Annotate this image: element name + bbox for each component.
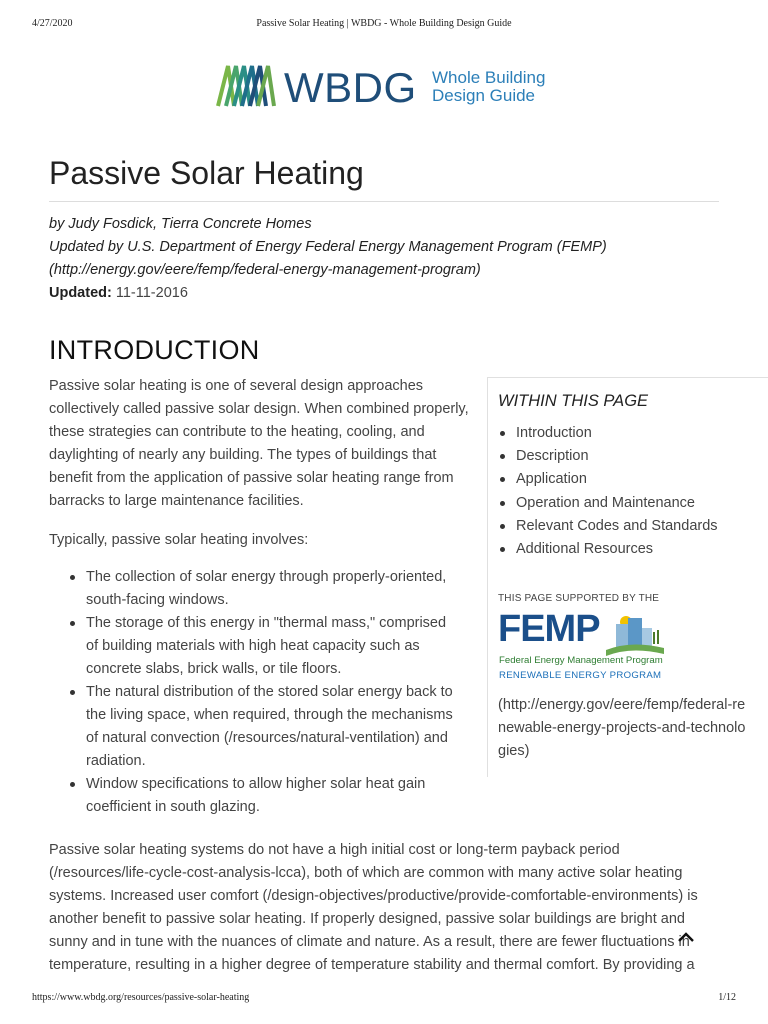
logo-wordmark: WBDG	[284, 64, 417, 111]
updated-date-line	[49, 282, 719, 305]
wbdg-logo[interactable]	[216, 58, 556, 116]
toc-list	[500, 422, 718, 561]
toc-item-description[interactable]: Description	[500, 445, 718, 468]
print-date: 4/27/2020	[32, 18, 73, 29]
femp-building-icon	[606, 610, 666, 656]
within-this-page-sidebar	[487, 377, 768, 777]
updated-by-link[interactable]: (http://energy.gov/eere/femp/federal-energy-management-program)	[49, 262, 481, 278]
list-item: The natural distribution of the stored solar energy back to the living space, when required, through the mechanisms of natural convection (/resources/natural-ventilation) and radiation.	[66, 681, 461, 773]
intro-paragraph-3: Passive solar heating systems do not have a high initial cost or long-term payback period (/resources/life-cycle-cost-analysis-lcca), both of which are common with many active solar heating systems. Increased user comfort (/design-objectives/productive/provide-comfortable-environments) is another benefit to passive solar heating. If properly designed, passive solar buildings are bright and sunny and in tune with the nuances of climate and nature. As a result, there are fewer fluctuations in temperature, resulting in a higher degree of temperature stability and thermal comfort. By providing a	[49, 842, 698, 973]
wbdg-logo-mark-icon	[216, 58, 282, 116]
femp-logo-subtitle: Federal Energy Management Program	[499, 655, 663, 666]
femp-link-text: (http://energy.gov/eere/femp/federal-renewable-energy-projects-and-technologies)	[498, 697, 746, 759]
toc-item-additional-resources[interactable]: Additional Resources	[500, 538, 718, 561]
logo-tagline-line1: Whole Building	[432, 68, 546, 87]
toc-item-application[interactable]: Application	[500, 468, 718, 491]
byline	[49, 213, 719, 305]
intro-paragraph-2: Typically, passive solar heating involves:	[49, 532, 309, 548]
sidebar-heading: WITHIN THIS PAGE	[498, 392, 649, 410]
toc-item-introduction[interactable]: Introduction	[500, 422, 718, 445]
logo-tagline	[432, 69, 545, 105]
updated-label: Updated:	[49, 285, 112, 301]
femp-logo-word: FEMP	[498, 608, 600, 650]
author-line: by Judy Fosdick, Tierra Concrete Homes	[49, 216, 312, 232]
print-header	[0, 18, 768, 32]
intro-paragraph-1: Passive solar heating is one of several design approaches collectively called passive solar design. When combined properly, these strategies can contribute to the heating, cooling, and daylighting of nearly any building. The types of buildings that benefit from the application of passive solar heating range from barracks to large maintenance facilities.	[49, 378, 469, 509]
list-item: Window specifications to allow higher solar heat gain coefficient in south glazing.	[66, 773, 461, 819]
page-number: 1/12	[718, 992, 736, 1003]
femp-logo-program: RENEWABLE ENERGY PROGRAM	[499, 670, 662, 681]
logo-tagline-line2: Design Guide	[432, 86, 536, 105]
print-footer	[0, 992, 768, 1006]
print-footer-url: https://www.wbdg.org/resources/passive-solar-heating	[32, 992, 250, 1003]
chevron-up-icon[interactable]	[676, 930, 696, 944]
list-item: The collection of solar energy through properly-oriented, south-facing windows.	[66, 566, 461, 612]
print-page-title: Passive Solar Heating | WBDG - Whole Building Design Guide	[256, 18, 512, 29]
passive-heating-list	[66, 566, 461, 819]
femp-logo[interactable]	[498, 608, 668, 686]
introduction-heading: INTRODUCTION	[49, 335, 260, 365]
updated-value: 11-11-2016	[115, 285, 188, 301]
femp-link[interactable]	[498, 694, 768, 763]
title-divider	[49, 201, 719, 202]
toc-item-operation-maintenance[interactable]: Operation and Maintenance	[500, 492, 718, 515]
page-title: Passive Solar Heating	[49, 155, 364, 191]
list-item: The storage of this energy in "thermal mass," comprised of building materials with high heat capacity such as concrete slabs, brick walls, or tile floors.	[66, 612, 461, 681]
updated-by-line: Updated by U.S. Department of Energy Federal Energy Management Program (FEMP)	[49, 239, 607, 255]
toc-item-codes-standards[interactable]: Relevant Codes and Standards	[500, 515, 718, 538]
supported-by-label: THIS PAGE SUPPORTED BY THE	[498, 593, 660, 604]
